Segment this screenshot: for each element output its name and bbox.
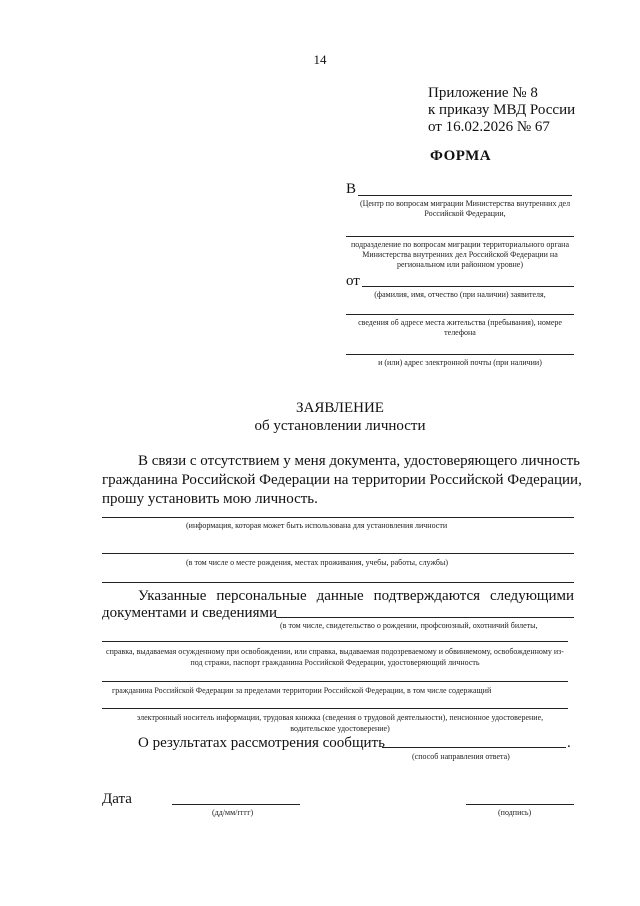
documents-line-3[interactable]	[102, 681, 568, 682]
documents-hint-1: (в том числе, свидетельство о рождении, профсоюзный, охотничий билеты,	[280, 621, 538, 630]
identity-info-line-2[interactable]	[102, 553, 574, 554]
addressee-subdivision-hint: подразделение по вопросам миграции территориального органа Министерства внутренних дел Российской Федерации на региональном или районном уровне)	[350, 240, 570, 269]
document-title: ЗАЯВЛЕНИЕ	[296, 400, 384, 416]
date-line[interactable]	[172, 804, 300, 805]
identity-info-line-1[interactable]	[102, 517, 574, 518]
statement-line-2: гражданина Российской Федерации на территории Российской Федерации,	[102, 472, 582, 488]
confirm-line-2: документами и сведениями	[102, 605, 278, 621]
applicant-name-line[interactable]	[362, 286, 574, 287]
addressee-prefix-from: от	[346, 273, 360, 289]
signature-hint: (подпись)	[498, 808, 532, 817]
documents-hint-2: справка, выдаваемая осужденному при освобождении, или справка, выдаваемая подозреваемому и обвиняемому, освобожденному из-под стражи, паспорт гражданина Российской Федерации, удостоверяющий личность	[106, 647, 564, 667]
identity-info-hint-2: (в том числе о месте рождения, местах проживания, учебы, работы, службы)	[186, 558, 448, 567]
documents-line-4[interactable]	[102, 708, 568, 709]
response-method-line[interactable]	[382, 747, 566, 748]
form-label: ФОРМА	[430, 148, 492, 164]
response-method-hint: (способ направления ответа)	[412, 752, 510, 761]
applicant-email-hint: и (или) адрес электронной почты (при наличии)	[378, 358, 542, 367]
page-number: 14	[313, 52, 327, 67]
documents-hint-3: гражданина Российской Федерации за пределами территории Российской Федерации, в том числе содержащий	[112, 686, 492, 695]
applicant-address-line[interactable]	[346, 314, 574, 315]
applicant-address-hint: сведения об адресе места жительства (пребывания), номере телефона	[358, 318, 562, 337]
statement-line-1: В связи с отсутствием у меня документа, удостоверяющего личность	[138, 453, 581, 469]
statement-line-3: прошу установить мою личность.	[102, 491, 318, 507]
identity-info-hint-1: (информация, которая может быть использована для установления личности	[186, 521, 448, 530]
addressee-center-hint: (Центр по вопросам миграции Министерства внутренних дел Российской Федерации,	[359, 199, 571, 218]
result-label: О результатах рассмотрения сообщить	[138, 735, 385, 751]
applicant-email-line[interactable]	[346, 354, 574, 355]
identity-info-line-3[interactable]	[102, 582, 574, 583]
date-hint: (дд/мм/гггг)	[212, 808, 254, 817]
addressee-to-line[interactable]	[358, 195, 572, 196]
documents-hint-4: электронный носитель информации, трудовая книжка (сведения о трудовой деятельности), пенсионное удостоверение, водительское удостоверение)	[136, 713, 544, 733]
applicant-name-hint: (фамилия, имя, отчество (при наличии) заявителя,	[374, 290, 546, 299]
addressee-prefix-to: В	[346, 181, 357, 197]
confirm-line-1-text: Указанные персональные данные подтверждаются следующими	[138, 588, 574, 604]
document-subtitle: об установлении личности	[254, 418, 426, 434]
addressee-subdivision-line[interactable]	[346, 236, 574, 237]
documents-line-1[interactable]	[276, 617, 574, 618]
appendix-line-3: от 16.02.2026 № 67	[428, 119, 550, 135]
date-label: Дата	[102, 791, 132, 807]
documents-line-2[interactable]	[102, 641, 568, 642]
signature-line[interactable]	[466, 804, 574, 805]
result-period: .	[567, 735, 571, 751]
appendix-line-1: Приложение № 8	[428, 85, 538, 101]
appendix-line-2: к приказу МВД России	[428, 102, 576, 118]
